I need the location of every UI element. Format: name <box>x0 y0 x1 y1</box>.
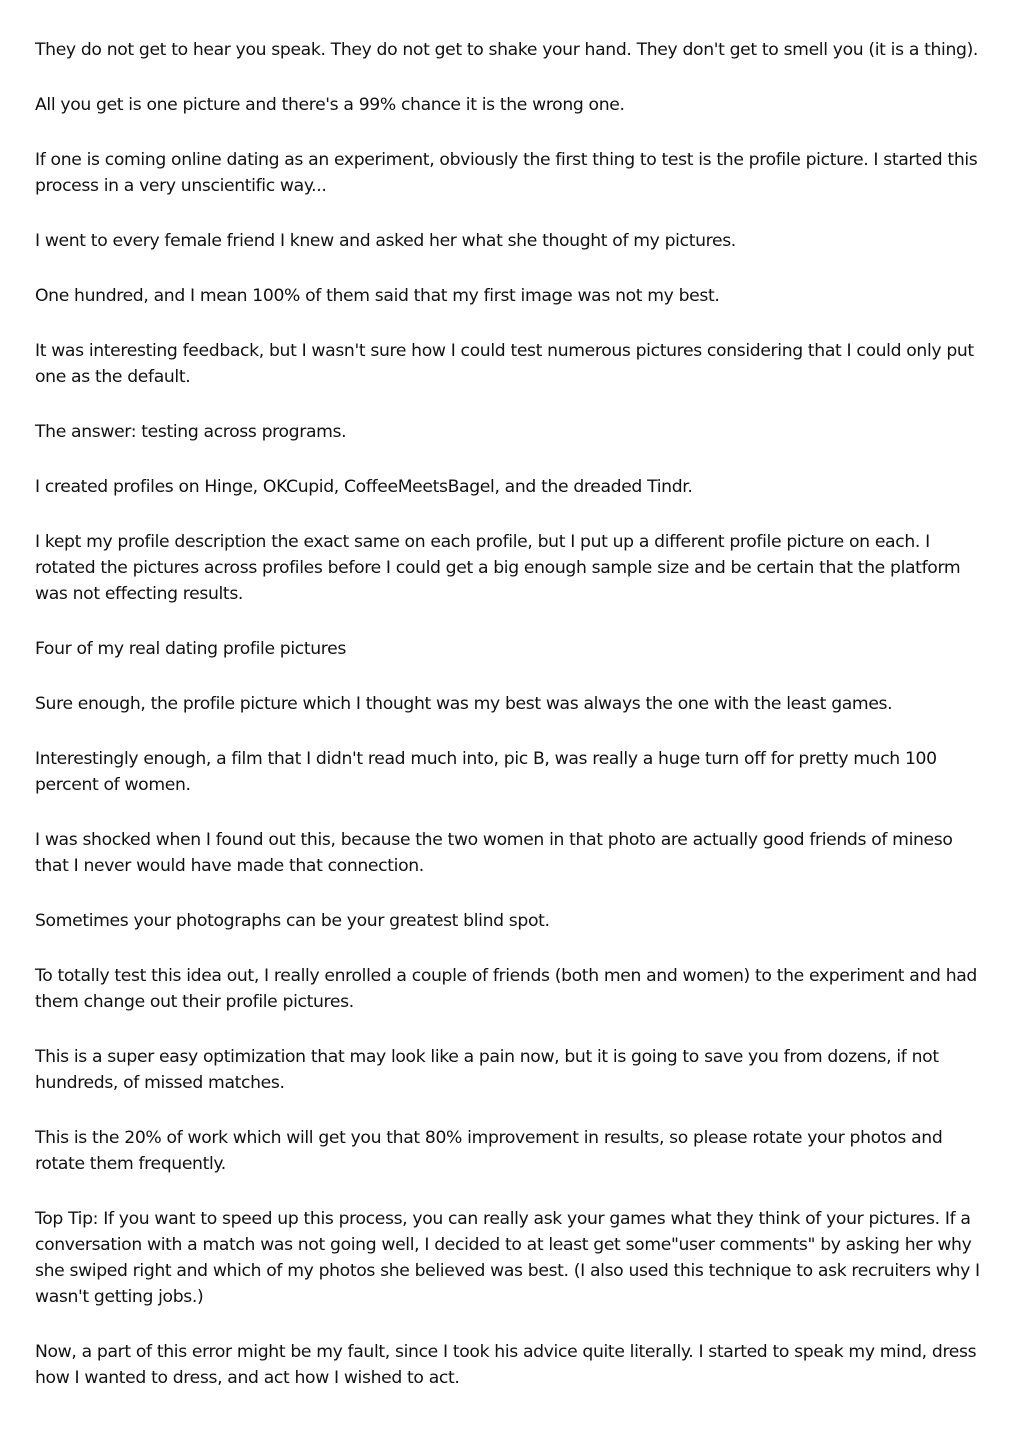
paragraph-6: It was interesting feedback, but I wasn't sure how I could test numerous pictures considering that I could only put one as the default. <box>35 341 974 387</box>
paragraph-16: This is a super easy optimization that may look like a pain now, but it is going to save you from dozens, if not hundreds, of missed matches. <box>35 1047 939 1093</box>
paragraph-8: I created profiles on Hinge, OKCupid, CoffeeMeetsBagel, and the dreaded Tindr. <box>35 477 693 497</box>
paragraph-12: Interestingly enough, a film that I didn't read much into, pic B, was really a huge turn off for pretty much 100 percent of women. <box>35 749 937 795</box>
image-caption: Four of my real dating profile pictures <box>35 639 346 659</box>
paragraph-7: The answer: testing across programs. <box>35 422 347 442</box>
article-body <box>35 37 991 1420</box>
paragraph-15: To totally test this idea out, I really enrolled a couple of friends (both men and women) to the experiment and had them change out their profile pictures. <box>35 966 977 1012</box>
paragraph-11: Sure enough, the profile picture which I thought was my best was always the one with the least games. <box>35 694 893 714</box>
paragraph-1: They do not get to hear you speak. They do not get to shake your hand. They don't get to smell you (it is a thing). <box>35 40 979 60</box>
paragraph-2: All you get is one picture and there's a 99% chance it is the wrong one. <box>35 95 625 115</box>
top-tip-paragraph: Top Tip: If you want to speed up this process, you can really ask your games what they think of your pictures. If a conversation with a match was not going well, I decided to at least get some"user comments" by asking her why she swiped right and which of my photos she believed was best. (I also used this technique to ask recruiters why I wasn't getting jobs.) <box>35 1209 980 1307</box>
paragraph-13: I was shocked when I found out this, because the two women in that photo are actually good friends of mineso that I never would have made that connection. <box>35 830 953 876</box>
paragraph-9: I kept my profile description the exact same on each profile, but I put up a different profile picture on each. I rotated the pictures across profiles before I could get a big enough sample size and be certain that the platform was not effecting results. <box>35 532 961 604</box>
paragraph-5: One hundred, and I mean 100% of them said that my first image was not my best. <box>35 286 720 306</box>
paragraph-4: I went to every female friend I knew and asked her what she thought of my pictures. <box>35 231 736 251</box>
paragraph-17: This is the 20% of work which will get you that 80% improvement in results, so please rotate your photos and rotate them frequently. <box>35 1128 943 1174</box>
paragraph-3: If one is coming online dating as an experiment, obviously the first thing to test is the profile picture. I started this process in a very unscientific way... <box>35 150 978 196</box>
paragraph-14: Sometimes your photographs can be your greatest blind spot. <box>35 911 550 931</box>
paragraph-19: Now, a part of this error might be my fault, since I took his advice quite literally. I started to speak my mind, dress how I wanted to dress, and act how I wished to act. <box>35 1342 977 1388</box>
